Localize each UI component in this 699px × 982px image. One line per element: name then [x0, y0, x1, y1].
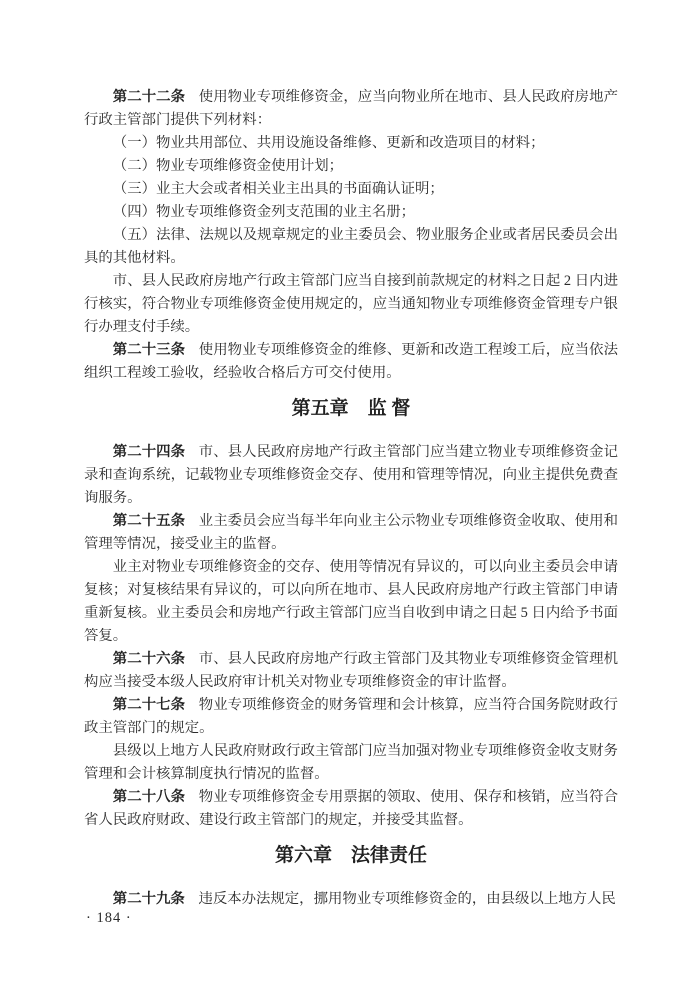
article-22-text: 使用物业专项维修资金，应当向物业所在地市、县人民政府房地产行政主管部门提供下列材料：: [84, 89, 618, 128]
article-25-paragraph: [84, 510, 618, 556]
article-22-number: 第二十二条: [112, 89, 186, 105]
article-27-paragraph: [84, 694, 618, 740]
article-28-text: 物业专项维修资金专用票据的领取、使用、保存和核销，应当符合省人民政府财政、建设行政主管部门的规定，并接受其监督。: [84, 789, 618, 828]
article-25-text: 业主委员会应当每半年向业主公示物业专项维修资金收取、使用和管理等情况，接受业主的监督。: [84, 513, 618, 552]
chapter-6-heading: 第六章 法律责任: [274, 845, 427, 866]
article-28-paragraph: [84, 786, 618, 832]
article-24-text: 市、县人民政府房地产行政主管部门应当建立物业专项维修资金记录和查询系统，记载物业专项维修资金交存、使用和管理等情况，向业主提供免费查询服务。: [84, 444, 618, 506]
article-23-paragraph: [84, 339, 618, 385]
paragraph-review-request: 业主对物业专项维修资金的交存、使用等情况有异议的，可以向业主委员会申请复核；对复核结果有异议的，可以向所在地市、县人民政府房地产行政主管部门申请重新复核。业主委员会和房地产行政主管部门应当自收到申请之日起 5 日内给予书面答复。: [84, 559, 618, 644]
paragraph-verification: 市、县人民政府房地产行政主管部门应当自接到前款规定的材料之日起 2 日内进行核实，符合物业专项维修资金使用规定的，应当通知物业专项维修资金管理专户银行办理支付手续。: [84, 273, 618, 335]
article-22-paragraph: [84, 86, 618, 132]
chapter-5-heading: 第五章 监 督: [291, 398, 411, 419]
list-item-4: （四）物业专项维修资金列支范围的业主名册；: [112, 204, 416, 220]
list-item-1: （一）物业共用部位、共用设施设备维修、更新和改造项目的材料；: [112, 135, 545, 151]
article-26-text: 市、县人民政府房地产行政主管部门及其物业专项维修资金管理机构应当接受本级人民政府审计机关对物业专项维修资金的审计监督。: [84, 651, 618, 690]
article-26-number: 第二十六条: [112, 651, 186, 667]
article-27-number: 第二十七条: [112, 697, 186, 713]
article-28-number: 第二十八条: [112, 789, 186, 805]
article-24-number: 第二十四条: [112, 444, 186, 460]
article-27-text: 物业专项维修资金的财务管理和会计核算，应当符合国务院财政行政主管部门的规定。: [84, 697, 618, 736]
list-item-3: （三）业主大会或者相关业主出具的书面确认证明；: [112, 181, 444, 197]
article-23-number: 第二十三条: [112, 342, 186, 358]
list-item-5: （五）法律、法规以及规章规定的业主委员会、物业服务企业或者居民委员会出具的其他材料。: [84, 227, 618, 266]
paragraph-finance-supervision: 县级以上地方人民政府财政行政主管部门应当加强对物业专项维修资金收支财务管理和会计核算制度执行情况的监督。: [84, 743, 618, 782]
page-number: · 184 ·: [86, 910, 132, 926]
article-29-paragraph: [84, 888, 618, 911]
article-25-number: 第二十五条: [112, 513, 186, 529]
article-23-text: 使用物业专项维修资金的维修、更新和改造工程竣工后，应当依法组织工程竣工验收，经验收合格后方可交付使用。: [84, 342, 618, 381]
article-24-paragraph: [84, 441, 618, 510]
list-item-2: （二）物业专项维修资金使用计划；: [112, 158, 344, 174]
article-26-paragraph: [84, 648, 618, 694]
document-body: [84, 86, 618, 911]
article-29-number: 第二十九条: [112, 891, 185, 907]
article-29-text: 违反本办法规定，挪用物业专项维修资金的，由县级以上地方人民: [198, 891, 616, 907]
